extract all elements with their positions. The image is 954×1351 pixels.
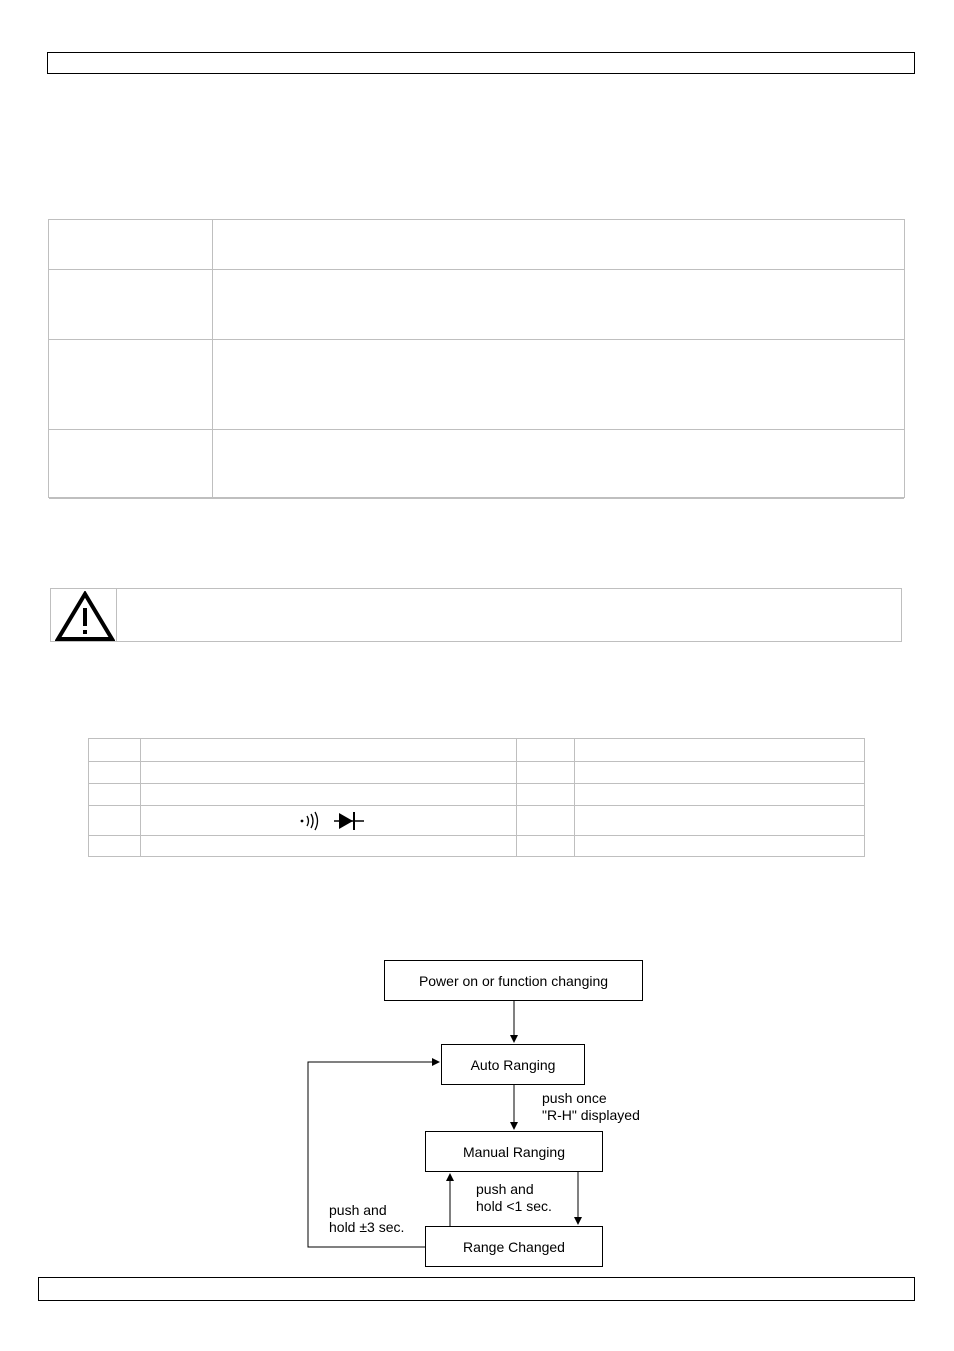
edge-label-push-once: push once "R-H" displayed (542, 1090, 640, 1123)
page-footer-box (38, 1277, 915, 1301)
legend-column-divider (516, 739, 517, 856)
spec-row (49, 339, 904, 430)
spec-column-divider (212, 220, 213, 497)
flowchart-node-manual-ranging: Manual Ranging (425, 1131, 603, 1172)
legend-column-divider (140, 739, 141, 856)
spec-row (49, 429, 904, 499)
edge-label-push-hold-short: push and hold <1 sec. (476, 1181, 552, 1214)
spec-table (48, 219, 905, 498)
continuity-buzzer-icon (299, 810, 325, 832)
edge-label-push-hold-long: push and hold ±3 sec. (329, 1202, 405, 1235)
legend-column-divider (574, 739, 575, 856)
table-row (89, 739, 864, 762)
flowchart-node-range-changed: Range Changed (425, 1226, 603, 1267)
flowchart-node-auto-ranging: Auto Ranging (441, 1044, 585, 1085)
warning-box (50, 588, 902, 642)
diode-icon (334, 810, 364, 832)
range-flowchart (300, 955, 660, 1275)
page-header-box (47, 52, 915, 74)
table-row (89, 761, 864, 784)
flowchart-node-power-on: Power on or function changing (384, 960, 643, 1001)
legend-table (88, 738, 865, 857)
spec-row (49, 220, 904, 270)
warning-triangle-icon (55, 591, 115, 641)
warning-divider (116, 589, 117, 641)
table-row (89, 783, 864, 806)
table-row (89, 805, 864, 836)
spec-row (49, 269, 904, 340)
